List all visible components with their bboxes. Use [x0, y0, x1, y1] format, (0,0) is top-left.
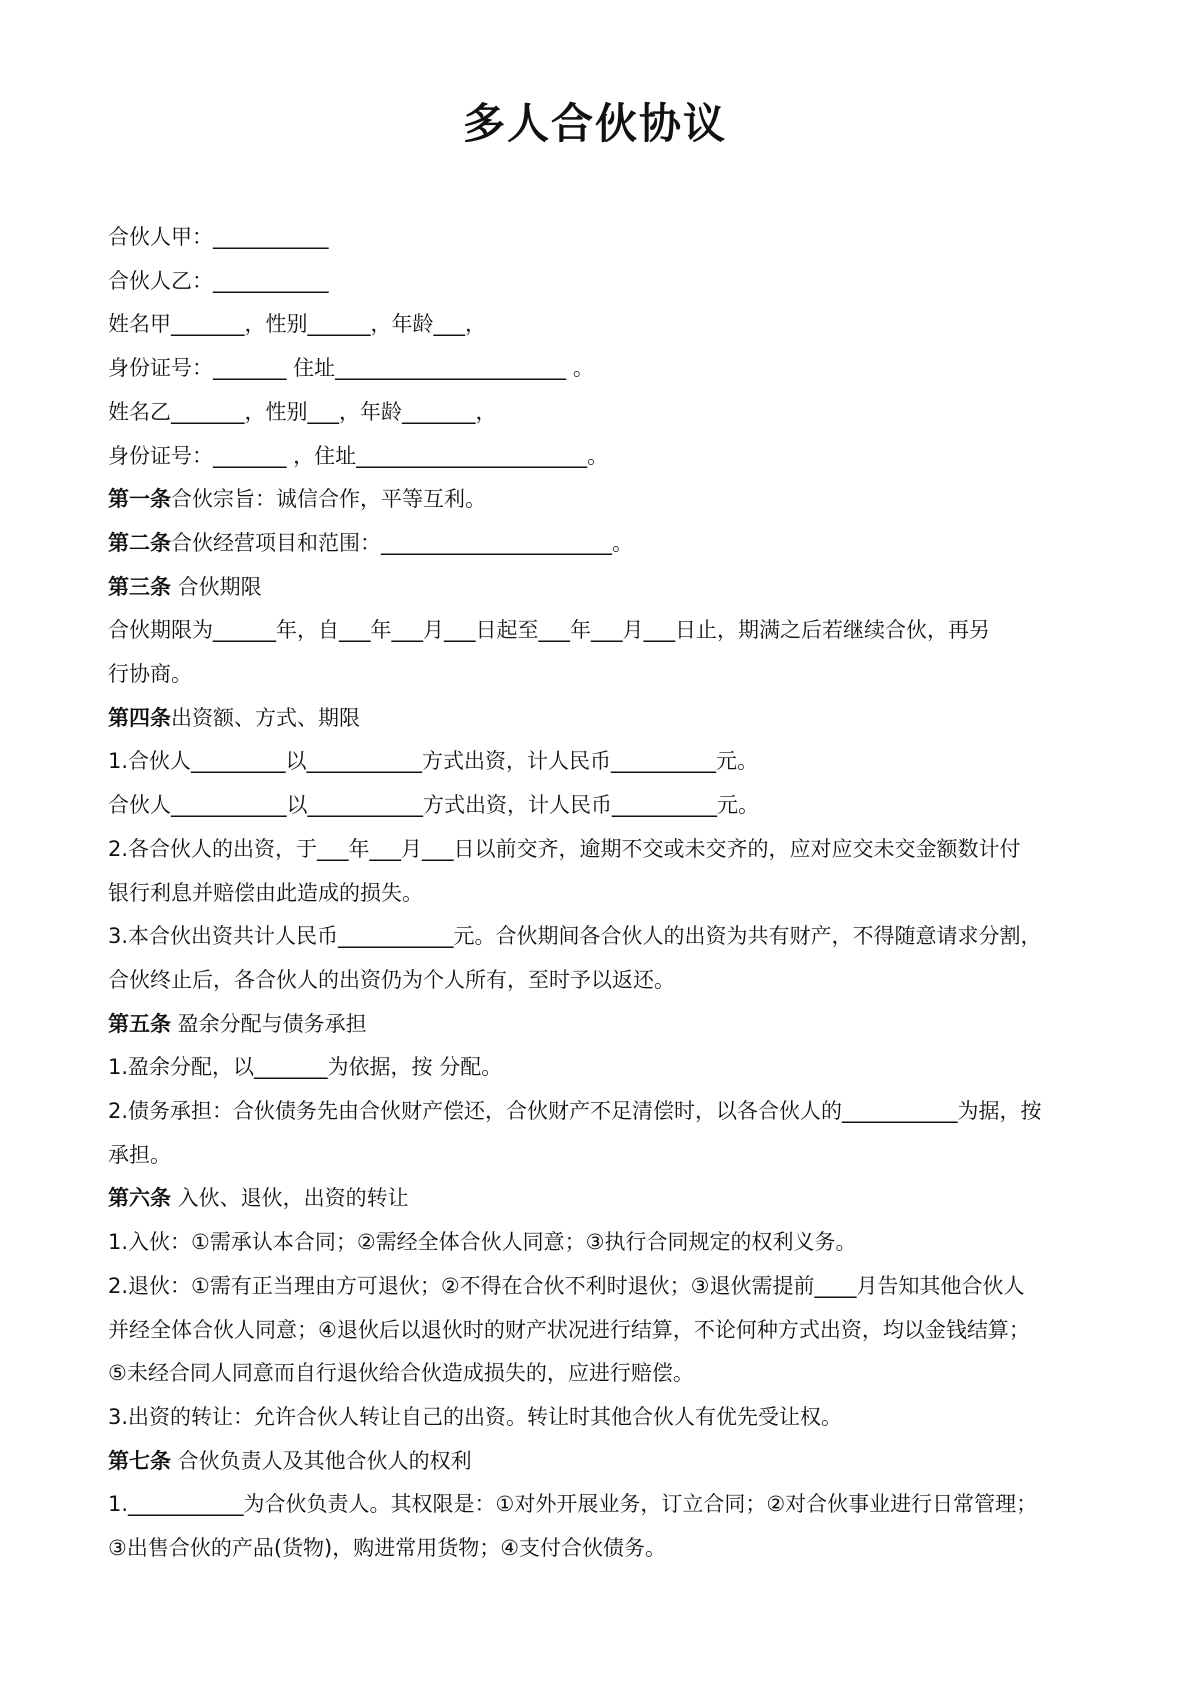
text-line: [108, 435, 1093, 479]
line-text: 入伙、退伙，出资的转让: [171, 1186, 409, 1211]
text-line: [108, 1090, 1093, 1134]
text-line: [108, 1265, 1093, 1309]
text-line: [108, 1483, 1093, 1527]
article-heading-line: [108, 478, 1093, 522]
text-line: [108, 653, 1093, 697]
line-text: 2.债务承担：合伙债务先由合伙财产偿还，合伙财产不足清偿时，以各合伙人的___________为据，按: [108, 1099, 1042, 1124]
line-text: 3.出资的转让：允许合伙人转让自己的出资。转让时其他合伙人有优先受让权。: [108, 1404, 843, 1429]
line-text: ⑤未经合同人同意而自行退伙给合伙造成损失的，应进行赔偿。: [108, 1361, 694, 1386]
line-text: 承担。: [108, 1142, 171, 1167]
line-text: 合伙期限: [171, 574, 262, 599]
article-number: 第二条: [108, 530, 171, 555]
text-line: [108, 1134, 1093, 1178]
line-text: 1.入伙：①需承认本合同；②需经全体合伙人同意；③执行合同规定的权利义务。: [108, 1230, 857, 1255]
line-text: 合伙人___________以___________方式出资，计人民币__________元。: [108, 793, 759, 818]
line-text: 合伙人甲：___________: [108, 225, 329, 249]
article-number: 第五条: [108, 1011, 171, 1036]
line-text: 出资额、方式、期限: [171, 705, 360, 730]
line-text: 身份证号：_______ ，住址______________________。: [108, 443, 609, 468]
page-title: 多人合伙协议: [462, 99, 727, 148]
line-text: 3.本合伙出资共计人民币___________元。合伙期间各合伙人的出资为共有财产，不得随意请求分割，: [108, 924, 1042, 949]
text-line: [108, 216, 1093, 260]
text-line: [108, 784, 1093, 828]
line-text: 合伙终止后，各合伙人的出资仍为个人所有，至时予以返还。: [108, 967, 675, 992]
text-line: [108, 828, 1093, 872]
text-line: [108, 260, 1093, 304]
article-heading-line: [108, 1003, 1093, 1047]
text-line: [108, 1221, 1093, 1265]
line-text: 行协商。: [108, 662, 192, 687]
text-line: [108, 740, 1093, 784]
text-line: [108, 303, 1093, 347]
line-text: 合伙期限为______年，自___年___月___日起至___年___月___日止，期满之后若继续合伙，再另: [108, 618, 990, 643]
article-number: 第三条: [108, 574, 171, 599]
article-number: 第七条: [108, 1448, 171, 1473]
article-number: 第六条: [108, 1186, 171, 1211]
text-line: [108, 959, 1093, 1003]
line-text: ③出售合伙的产品(货物)，购进常用货物；④支付合伙债务。: [108, 1536, 667, 1561]
line-text: 并经全体合伙人同意；④退伙后以退伙时的财产状况进行结算，不论何种方式出资，均以金钱结算；: [108, 1317, 1030, 1342]
text-line: [108, 915, 1093, 959]
text-line: [108, 1046, 1093, 1090]
line-text: 2.退伙：①需有正当理由方可退伙；②不得在合伙不利时退伙；③退伙需提前____月告知其他合伙人: [108, 1273, 1025, 1298]
text-line: [108, 609, 1093, 653]
line-text: 合伙负责人及其他合伙人的权利: [171, 1448, 472, 1473]
line-text: 合伙人乙：___________: [108, 268, 329, 293]
line-text: 盈余分配与债务承担: [171, 1011, 367, 1036]
article-heading-line: [108, 522, 1093, 566]
text-line: [108, 347, 1093, 391]
line-text: 1.盈余分配，以_______为依据，按 分配。: [108, 1055, 503, 1080]
line-text: 2.各合伙人的出资，于___年___月___日以前交齐，逾期不交或未交齐的，应对应交未交金额数计付: [108, 836, 1021, 861]
line-text: 1.合伙人_________以___________方式出资，计人民币__________元。: [108, 749, 759, 774]
text-line: [108, 1527, 1093, 1571]
line-text: 合伙经营项目和范围：______________________。: [171, 530, 633, 555]
text-line: [108, 391, 1093, 435]
line-text: 姓名甲_______，性别______，年龄___，: [108, 312, 486, 337]
article-number: 第四条: [108, 705, 171, 730]
article-heading-line: [108, 566, 1093, 610]
article-heading-line: [108, 1177, 1093, 1221]
article-number: 第一条: [108, 487, 171, 512]
text-line: [108, 1352, 1093, 1396]
text-line: [108, 1309, 1093, 1353]
article-heading-line: [108, 697, 1093, 741]
text-line: [108, 1396, 1093, 1440]
article-heading-line: [108, 1440, 1093, 1484]
line-text: 姓名乙_______，性别___，年龄_______，: [108, 399, 497, 424]
text-line: [108, 872, 1093, 916]
line-text: 合伙宗旨：诚信合作，平等互利。: [171, 487, 486, 512]
document-body: [108, 216, 1093, 1571]
line-text: 1.___________为合伙负责人。其权限是：①对外开展业务，订立合同；②对合伙事业进行日常管理；: [108, 1492, 1038, 1517]
line-text: 银行利息并赔偿由此造成的损失。: [108, 880, 423, 905]
line-text: 身份证号：_______ 住址______________________ 。: [108, 356, 594, 381]
